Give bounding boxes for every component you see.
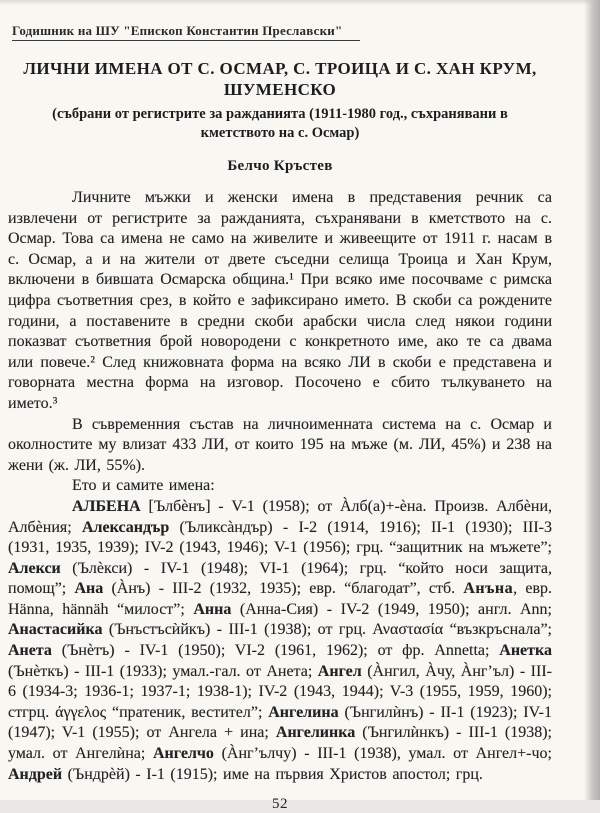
article-subtitle: (събрани от регистрите за ражданията (1911-1980 год., съхранявани в кметството на с. Осмар) <box>52 106 508 141</box>
lead-in-paragraph: Ето и самите имена: <box>72 477 215 495</box>
article-title-line1: ЛИЧНИ ИМЕНА ОТ С. ОСМАР, С. ТРОИЦА И С. ХАН КРУМ, <box>23 59 537 78</box>
page-content <box>8 22 552 813</box>
intro-paragraph: Личните мъжки и женски имена в представения речник са извлечени от регистрите за ражданията, съхранявани в кметството на с. Осмар. Това са имена не само на живелите и живеещите от 1911 г. насам в с. Осмар, а и на жители от двете съседни селища Троица и Хан Крум, включени в бившата Осмарска община.¹ При всяко име посочваме с римска цифра съответния срез, в който е зафиксирано името. В скоби са рождените години, а поставените в средни скоби арабски числа след някои години показват съответния брой новородени с конкретното име, ако те са двама или повече.² След книжовната форма на всяко ЛИ в скоби е представена и говорната местна форма на изговор. Посочено е сбито тълкуването на името.³ <box>8 189 552 412</box>
scan-edge-top <box>0 0 600 5</box>
article-title <box>8 58 552 100</box>
author-name: Белчо Кръстев <box>227 158 333 174</box>
scan-edge-right <box>584 0 600 800</box>
article-title-line2: ШУМЕНСКО <box>223 80 337 99</box>
running-header: Годишник на ШУ "Епископ Константин Преславски" <box>12 23 360 41</box>
statistics-paragraph: В съвременния състав на личноименната система на с. Осмар и околностите му влизат 433 ЛИ, от които 195 на мъже (м. ЛИ, 45%) и 238 на жени (ж. ЛИ, 55%). <box>8 415 552 474</box>
dictionary-paragraph: АЛБЕНА [Ълбѐнъ] - V-1 (1958); от Àлб(а)+-ѐна. Произв. Албѐни, Албѐния; Александър (Ъликсàндър) - I-2 (1914, 1916); II-1 (1930); III-3 (1931, 1935, 1939); IV-2 (1943, 1946); V-1 (1956); грц. “защитник на мъжете”; Алекси (Ълѐкси) - IV-1 (1948); VI-1 (1964); грц. “който носи защита, помощ”; Ана (Àнъ) - III-2 (1932, 1935); евр. “благодат”, стб. Анъна, евр. Hänna, hännäh “милост”; Анна (Анна-Сия) - IV-2 (1949, 1950); англ. Ann; Анастасийка (Ънъстъсѝйкъ) - III-1 (1938); от грц. Αναστασία “възкръснала”; Анета (Ънѐтъ) - IV-1 (1950); VI-2 (1961, 1962); от фр. Annetta; Анетка (Ънѐткъ) - III-1 (1933); умал.-гал. от Анета; Ангел (Àнгил, Àчу, Àнг’ъл) - III-6 (1934-3; 1936-1; 1937-1; 1938-1); IV-2 (1943, 1944); V-3 (1955, 1959, 1960); стгрц. άγγελος “пратеник, вестител”; Ангелина (Ънгилѝнъ) - II-1 (1923); IV-1 (1947); V-1 (1955); от Ангела + ина; Ангелинка (Ънгилѝнкъ) - III-1 (1938); умал. от Ангелѝна; Ангелчо (Àнг’ълчу) - III-1 (1938), умал. от Ангел+-чо; Андрей (Ъндрѐй) - I-1 (1915); име на първия Христов апостол; грц. <box>8 497 553 783</box>
page-number: 52 <box>272 796 288 813</box>
